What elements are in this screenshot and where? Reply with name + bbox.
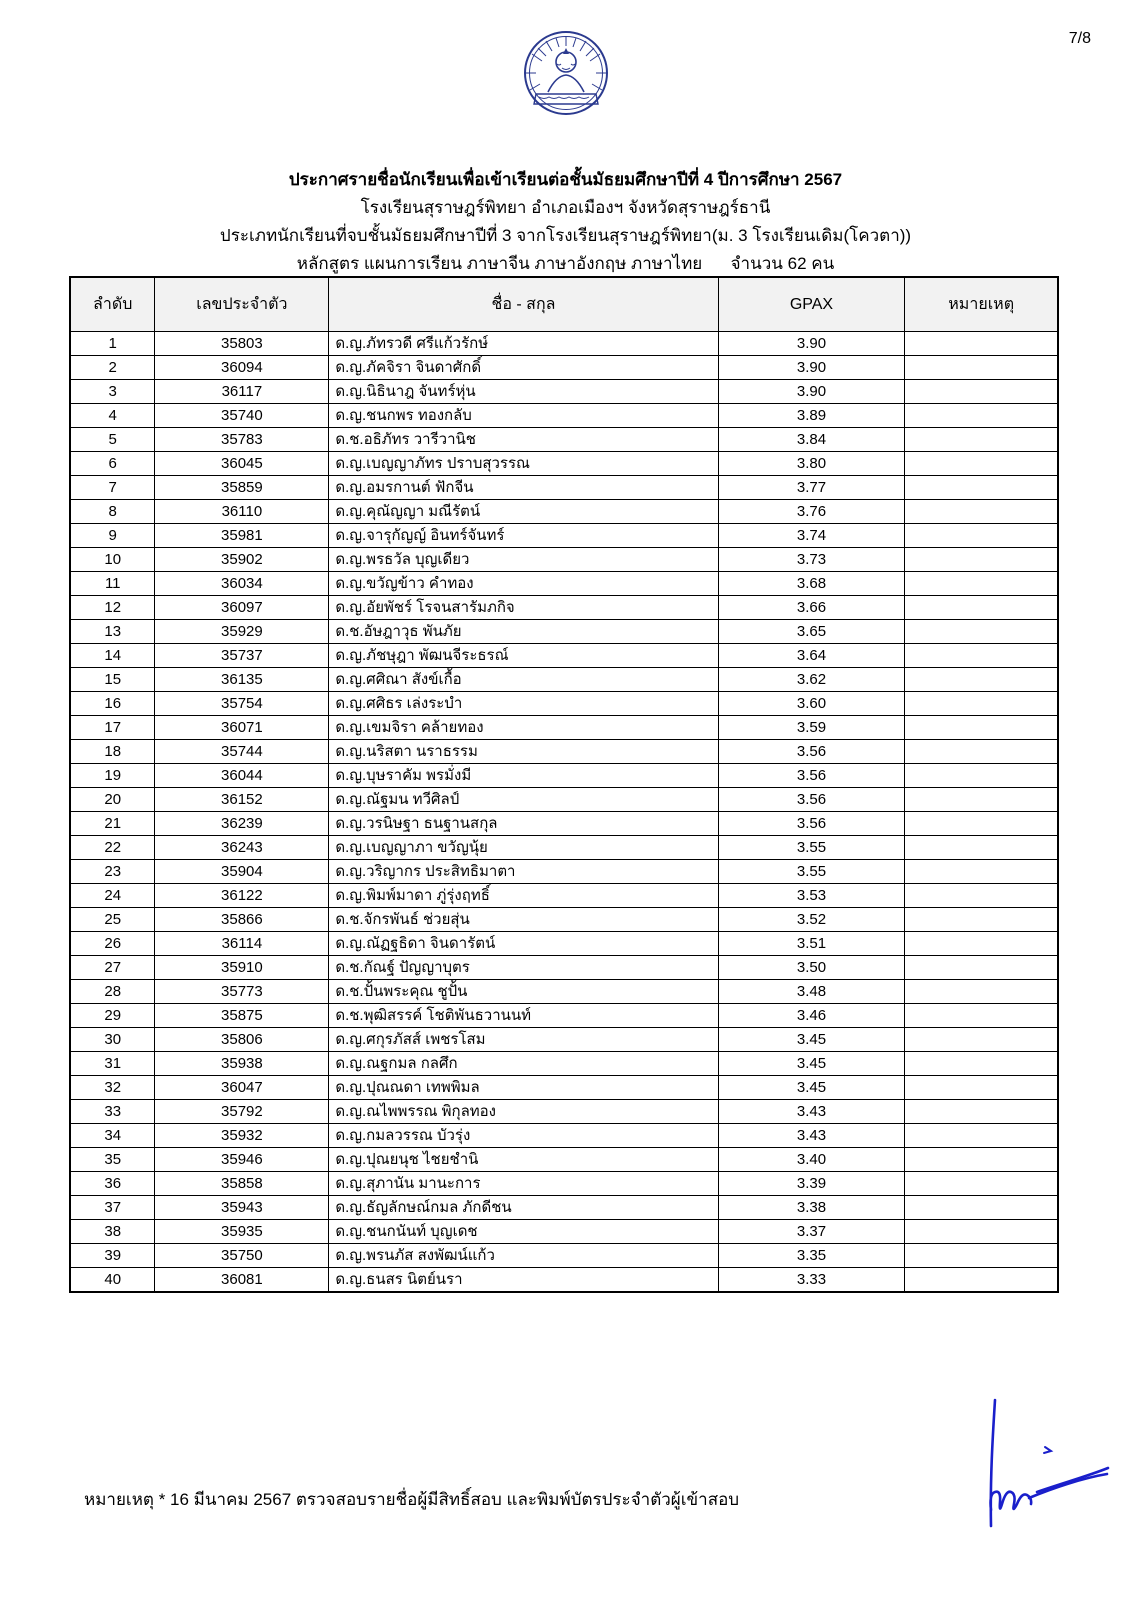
note-cell xyxy=(905,428,1058,452)
order-cell: 26 xyxy=(70,932,155,956)
table-header-row xyxy=(70,277,1058,332)
name-cell: ด.ช.จักรพันธ์ ช่วยสุ่น xyxy=(329,908,718,932)
student-id-cell: 35792 xyxy=(155,1100,329,1124)
name-cell: ด.ญ.เขมจิรา คล้ายทอง xyxy=(329,716,718,740)
student-id-cell: 35773 xyxy=(155,980,329,1004)
order-cell: 32 xyxy=(70,1076,155,1100)
student-id-cell: 35740 xyxy=(155,404,329,428)
note-cell xyxy=(905,1076,1058,1100)
order-cell: 8 xyxy=(70,500,155,524)
table-row xyxy=(70,692,1058,716)
order-cell: 19 xyxy=(70,764,155,788)
student-id-cell: 36243 xyxy=(155,836,329,860)
student-id-cell: 36110 xyxy=(155,500,329,524)
student-id-cell: 36239 xyxy=(155,812,329,836)
student-id-cell: 36135 xyxy=(155,668,329,692)
gpax-cell: 3.65 xyxy=(718,620,905,644)
table-row xyxy=(70,764,1058,788)
note-cell xyxy=(905,740,1058,764)
name-cell: ด.ญ.พรนภัส สงพัฒน์แก้ว xyxy=(329,1244,718,1268)
order-cell: 18 xyxy=(70,740,155,764)
table-row xyxy=(70,620,1058,644)
gpax-cell: 3.90 xyxy=(718,380,905,404)
table-row xyxy=(70,860,1058,884)
student-list-table xyxy=(69,276,1059,1293)
table-row xyxy=(70,788,1058,812)
note-cell xyxy=(905,692,1058,716)
table-row xyxy=(70,524,1058,548)
gpax-cell: 3.38 xyxy=(718,1196,905,1220)
gpax-cell: 3.37 xyxy=(718,1220,905,1244)
header-note: หมายเหตุ xyxy=(905,277,1058,332)
name-cell: ด.ญ.นิธินาฎ จันทร์หุ่น xyxy=(329,380,718,404)
gpax-cell: 3.56 xyxy=(718,812,905,836)
note-cell xyxy=(905,884,1058,908)
student-id-cell: 36152 xyxy=(155,788,329,812)
table-row xyxy=(70,452,1058,476)
student-id-cell: 36094 xyxy=(155,356,329,380)
student-id-cell: 35932 xyxy=(155,1124,329,1148)
name-cell: ด.ญ.ปุณยนุช ไชยชำนิ xyxy=(329,1148,718,1172)
student-id-cell: 35806 xyxy=(155,1028,329,1052)
order-cell: 17 xyxy=(70,716,155,740)
note-cell xyxy=(905,788,1058,812)
order-cell: 12 xyxy=(70,596,155,620)
table-row xyxy=(70,380,1058,404)
order-cell: 35 xyxy=(70,1148,155,1172)
student-id-cell: 35866 xyxy=(155,908,329,932)
order-cell: 31 xyxy=(70,1052,155,1076)
gpax-cell: 3.90 xyxy=(718,356,905,380)
name-cell: ด.ญ.ณัฐมน ทวีศิลป์ xyxy=(329,788,718,812)
note-cell xyxy=(905,1244,1058,1268)
table-row xyxy=(70,1172,1058,1196)
gpax-cell: 3.53 xyxy=(718,884,905,908)
gpax-cell: 3.43 xyxy=(718,1100,905,1124)
name-cell: ด.ญ.คุณัญญา มณีรัตน์ xyxy=(329,500,718,524)
name-cell: ด.ญ.จารุกัญญ์ อินทร์จันทร์ xyxy=(329,524,718,548)
order-cell: 15 xyxy=(70,668,155,692)
order-cell: 21 xyxy=(70,812,155,836)
gpax-cell: 3.55 xyxy=(718,860,905,884)
student-id-cell: 35938 xyxy=(155,1052,329,1076)
note-cell xyxy=(905,764,1058,788)
order-cell: 33 xyxy=(70,1100,155,1124)
name-cell: ด.ญ.ธัญลักษณ์กมล ภักดีชน xyxy=(329,1196,718,1220)
note-cell xyxy=(905,548,1058,572)
order-cell: 29 xyxy=(70,1004,155,1028)
note-cell xyxy=(905,836,1058,860)
order-cell: 38 xyxy=(70,1220,155,1244)
order-cell: 14 xyxy=(70,644,155,668)
name-cell: ด.ญ.นริสตา นราธรรม xyxy=(329,740,718,764)
note-cell xyxy=(905,860,1058,884)
table-row xyxy=(70,836,1058,860)
school-logo xyxy=(0,26,1131,126)
table-row xyxy=(70,980,1058,1004)
note-cell xyxy=(905,812,1058,836)
order-cell: 1 xyxy=(70,332,155,356)
gpax-cell: 3.60 xyxy=(718,692,905,716)
table-row xyxy=(70,548,1058,572)
student-id-cell: 36122 xyxy=(155,884,329,908)
student-id-cell: 36071 xyxy=(155,716,329,740)
note-cell xyxy=(905,1172,1058,1196)
note-cell xyxy=(905,356,1058,380)
order-cell: 28 xyxy=(70,980,155,1004)
name-cell: ด.ญ.บุษราคัม พรมั่งมี xyxy=(329,764,718,788)
name-cell: ด.ญ.ภัชษุฎา พัฒนจีระธรณ์ xyxy=(329,644,718,668)
table-row xyxy=(70,1100,1058,1124)
note-cell xyxy=(905,380,1058,404)
gpax-cell: 3.90 xyxy=(718,332,905,356)
gpax-cell: 3.84 xyxy=(718,428,905,452)
gpax-cell: 3.77 xyxy=(718,476,905,500)
title-line-2: โรงเรียนสุราษฎร์พิทยา อำเภอเมืองฯ จังหวัดสุราษฎร์ธานี xyxy=(360,198,771,217)
order-cell: 37 xyxy=(70,1196,155,1220)
order-cell: 6 xyxy=(70,452,155,476)
name-cell: ด.ช.อธิภัทร วารีวานิช xyxy=(329,428,718,452)
name-cell: ด.ญ.ศกุรภัสส์ เพชรโสม xyxy=(329,1028,718,1052)
gpax-cell: 3.56 xyxy=(718,740,905,764)
note-cell xyxy=(905,500,1058,524)
name-cell: ด.ญ.ศศิณา สังข์เกื้อ xyxy=(329,668,718,692)
name-cell: ด.ญ.วริญากร ประสิทธิมาตา xyxy=(329,860,718,884)
table-row xyxy=(70,884,1058,908)
note-cell xyxy=(905,404,1058,428)
title-line-3: ประเภทนักเรียนที่จบชั้นมัธยมศึกษาปีที่ 3 จากโรงเรียนสุราษฎร์พิทยา(ม. 3 โรงเรียนเดิม(โควตา)) xyxy=(219,226,912,245)
order-cell: 24 xyxy=(70,884,155,908)
order-cell: 9 xyxy=(70,524,155,548)
gpax-cell: 3.73 xyxy=(718,548,905,572)
table-row xyxy=(70,1052,1058,1076)
gpax-cell: 3.45 xyxy=(718,1028,905,1052)
table-row xyxy=(70,356,1058,380)
document-title-block xyxy=(0,166,1131,278)
order-cell: 25 xyxy=(70,908,155,932)
table-row xyxy=(70,908,1058,932)
table-row xyxy=(70,716,1058,740)
note-cell xyxy=(905,956,1058,980)
order-cell: 13 xyxy=(70,620,155,644)
student-id-cell: 35902 xyxy=(155,548,329,572)
name-cell: ด.ญ.เบญญาภัทร ปราบสุวรรณ xyxy=(329,452,718,476)
name-cell: ด.ญ.วรนิษฐา ธนฐานสกุล xyxy=(329,812,718,836)
student-id-cell: 35858 xyxy=(155,1172,329,1196)
note-cell xyxy=(905,1124,1058,1148)
note-cell xyxy=(905,1196,1058,1220)
name-cell: ด.ญ.ขวัญข้าว คำทอง xyxy=(329,572,718,596)
note-cell xyxy=(905,620,1058,644)
order-cell: 30 xyxy=(70,1028,155,1052)
table-row xyxy=(70,1268,1058,1293)
student-id-cell: 35803 xyxy=(155,332,329,356)
student-id-cell: 35904 xyxy=(155,860,329,884)
order-cell: 5 xyxy=(70,428,155,452)
gpax-cell: 3.48 xyxy=(718,980,905,1004)
gpax-cell: 3.35 xyxy=(718,1244,905,1268)
student-id-cell: 35981 xyxy=(155,524,329,548)
order-cell: 11 xyxy=(70,572,155,596)
table-row xyxy=(70,668,1058,692)
student-id-cell: 35783 xyxy=(155,428,329,452)
table-row xyxy=(70,596,1058,620)
order-cell: 22 xyxy=(70,836,155,860)
name-cell: ด.ญ.เบญญาภา ขวัญนุ้ย xyxy=(329,836,718,860)
gpax-cell: 3.80 xyxy=(718,452,905,476)
note-cell xyxy=(905,572,1058,596)
note-cell xyxy=(905,1028,1058,1052)
table-row xyxy=(70,644,1058,668)
note-cell xyxy=(905,524,1058,548)
name-cell: ด.ญ.ปุณณดา เทพพิมล xyxy=(329,1076,718,1100)
order-cell: 36 xyxy=(70,1172,155,1196)
student-id-cell: 35750 xyxy=(155,1244,329,1268)
order-cell: 40 xyxy=(70,1268,155,1293)
header-name: ชื่อ - สกุล xyxy=(329,277,718,332)
student-id-cell: 36044 xyxy=(155,764,329,788)
order-cell: 34 xyxy=(70,1124,155,1148)
gpax-cell: 3.89 xyxy=(718,404,905,428)
student-id-cell: 36047 xyxy=(155,1076,329,1100)
footnote: หมายเหตุ * 16 มีนาคม 2567 ตรวจสอบรายชื่อผู้มีสิทธิ์สอบ และพิมพ์บัตรประจำตัวผู้เข้าสอบ xyxy=(84,1490,740,1509)
table-row xyxy=(70,1244,1058,1268)
gpax-cell: 3.56 xyxy=(718,788,905,812)
table-row xyxy=(70,404,1058,428)
table-row xyxy=(70,812,1058,836)
header-student-id: เลขประจำตัว xyxy=(155,277,329,332)
name-cell: ด.ญ.อมรกานต์ ฟักจีน xyxy=(329,476,718,500)
student-table-body xyxy=(70,332,1058,1293)
table-row xyxy=(70,1004,1058,1028)
note-cell xyxy=(905,668,1058,692)
page-number: 7/8 xyxy=(1068,30,1091,47)
student-id-cell: 35946 xyxy=(155,1148,329,1172)
signature xyxy=(933,1392,1111,1534)
order-cell: 4 xyxy=(70,404,155,428)
table-row xyxy=(70,956,1058,980)
name-cell: ด.ญ.พรธวัล บุญเดียว xyxy=(329,548,718,572)
name-cell: ด.ญ.ภัทรวดี ศรีแก้วรักษ์ xyxy=(329,332,718,356)
note-cell xyxy=(905,644,1058,668)
table-row xyxy=(70,332,1058,356)
gpax-cell: 3.45 xyxy=(718,1052,905,1076)
note-cell xyxy=(905,1220,1058,1244)
gpax-cell: 3.76 xyxy=(718,500,905,524)
note-cell xyxy=(905,716,1058,740)
student-id-cell: 35929 xyxy=(155,620,329,644)
student-id-cell: 36114 xyxy=(155,932,329,956)
header-order: ลำดับ xyxy=(70,277,155,332)
gpax-cell: 3.51 xyxy=(718,932,905,956)
student-id-cell: 35754 xyxy=(155,692,329,716)
order-cell: 10 xyxy=(70,548,155,572)
table-row xyxy=(70,1148,1058,1172)
table-row xyxy=(70,1220,1058,1244)
title-line-4: หลักสูตร แผนการเรียน ภาษาจีน ภาษาอังกฤษ ภาษาไทย จำนวน 62 คน xyxy=(296,254,835,273)
title-line-1: ประกาศรายชื่อนักเรียนเพื่อเข้าเรียนต่อชั้นมัธยมศึกษาปีที่ 4 ปีการศึกษา 2567 xyxy=(288,170,843,189)
gpax-cell: 3.46 xyxy=(718,1004,905,1028)
note-cell xyxy=(905,932,1058,956)
gpax-cell: 3.55 xyxy=(718,836,905,860)
note-cell xyxy=(905,1268,1058,1293)
note-cell xyxy=(905,980,1058,1004)
name-cell: ด.ญ.ชนกนันท์ บุญเดช xyxy=(329,1220,718,1244)
order-cell: 39 xyxy=(70,1244,155,1268)
name-cell: ด.ญ.ณไพพรรณ พิกุลทอง xyxy=(329,1100,718,1124)
table-row xyxy=(70,932,1058,956)
gpax-cell: 3.66 xyxy=(718,596,905,620)
order-cell: 7 xyxy=(70,476,155,500)
student-id-cell: 35859 xyxy=(155,476,329,500)
table-row xyxy=(70,428,1058,452)
table-row xyxy=(70,740,1058,764)
name-cell: ด.ญ.ศศิธร เล่งระบำ xyxy=(329,692,718,716)
student-id-cell: 35943 xyxy=(155,1196,329,1220)
school-seal-icon xyxy=(512,26,620,126)
order-cell: 20 xyxy=(70,788,155,812)
name-cell: ด.ญ.พิมพ์มาดา ภู่รุ่งฤทธิ์ xyxy=(329,884,718,908)
name-cell: ด.ช.พุฒิสรรค์ โชติพันธวานนท์ xyxy=(329,1004,718,1028)
name-cell: ด.ญ.สุภานัน มานะการ xyxy=(329,1172,718,1196)
header-gpax: GPAX xyxy=(718,277,905,332)
student-id-cell: 36117 xyxy=(155,380,329,404)
student-id-cell: 35744 xyxy=(155,740,329,764)
note-cell xyxy=(905,452,1058,476)
note-cell xyxy=(905,1100,1058,1124)
student-id-cell: 36097 xyxy=(155,596,329,620)
name-cell: ด.ญ.ณัฏฐธิดา จินดารัตน์ xyxy=(329,932,718,956)
student-id-cell: 35910 xyxy=(155,956,329,980)
student-id-cell: 35935 xyxy=(155,1220,329,1244)
name-cell: ด.ช.อัษฎาวุธ พันภัย xyxy=(329,620,718,644)
gpax-cell: 3.74 xyxy=(718,524,905,548)
note-cell xyxy=(905,1004,1058,1028)
table-row xyxy=(70,500,1058,524)
order-cell: 16 xyxy=(70,692,155,716)
gpax-cell: 3.45 xyxy=(718,1076,905,1100)
order-cell: 23 xyxy=(70,860,155,884)
student-id-cell: 36045 xyxy=(155,452,329,476)
name-cell: ด.ญ.อัยพัชร์ โรจนสารัมภกิจ xyxy=(329,596,718,620)
table-row xyxy=(70,1196,1058,1220)
gpax-cell: 3.56 xyxy=(718,764,905,788)
gpax-cell: 3.64 xyxy=(718,644,905,668)
gpax-cell: 3.52 xyxy=(718,908,905,932)
note-cell xyxy=(905,332,1058,356)
name-cell: ด.ญ.ภัคจิรา จินดาศักดิ์ xyxy=(329,356,718,380)
table-row xyxy=(70,476,1058,500)
table-row xyxy=(70,1076,1058,1100)
note-cell xyxy=(905,908,1058,932)
note-cell xyxy=(905,596,1058,620)
gpax-cell: 3.40 xyxy=(718,1148,905,1172)
table-row xyxy=(70,1028,1058,1052)
name-cell: ด.ช.กัณฐ์ ปัญญาบุตร xyxy=(329,956,718,980)
gpax-cell: 3.62 xyxy=(718,668,905,692)
name-cell: ด.ญ.ธนสร นิตย์นรา xyxy=(329,1268,718,1293)
gpax-cell: 3.43 xyxy=(718,1124,905,1148)
student-id-cell: 36034 xyxy=(155,572,329,596)
name-cell: ด.ญ.ชนกพร ทองกลับ xyxy=(329,404,718,428)
gpax-cell: 3.59 xyxy=(718,716,905,740)
table-row xyxy=(70,1124,1058,1148)
note-cell xyxy=(905,1148,1058,1172)
note-cell xyxy=(905,1052,1058,1076)
name-cell: ด.ญ.ณฐกมล กลศึก xyxy=(329,1052,718,1076)
gpax-cell: 3.68 xyxy=(718,572,905,596)
order-cell: 2 xyxy=(70,356,155,380)
gpax-cell: 3.39 xyxy=(718,1172,905,1196)
order-cell: 3 xyxy=(70,380,155,404)
student-id-cell: 36081 xyxy=(155,1268,329,1293)
name-cell: ด.ช.ปั้นพระคุณ ชูปั้น xyxy=(329,980,718,1004)
gpax-cell: 3.50 xyxy=(718,956,905,980)
name-cell: ด.ญ.กมลวรรณ บัวรุ่ง xyxy=(329,1124,718,1148)
gpax-cell: 3.33 xyxy=(718,1268,905,1293)
note-cell xyxy=(905,476,1058,500)
handwritten-signature-icon xyxy=(933,1392,1111,1534)
order-cell: 27 xyxy=(70,956,155,980)
student-id-cell: 35737 xyxy=(155,644,329,668)
table-row xyxy=(70,572,1058,596)
student-id-cell: 35875 xyxy=(155,1004,329,1028)
